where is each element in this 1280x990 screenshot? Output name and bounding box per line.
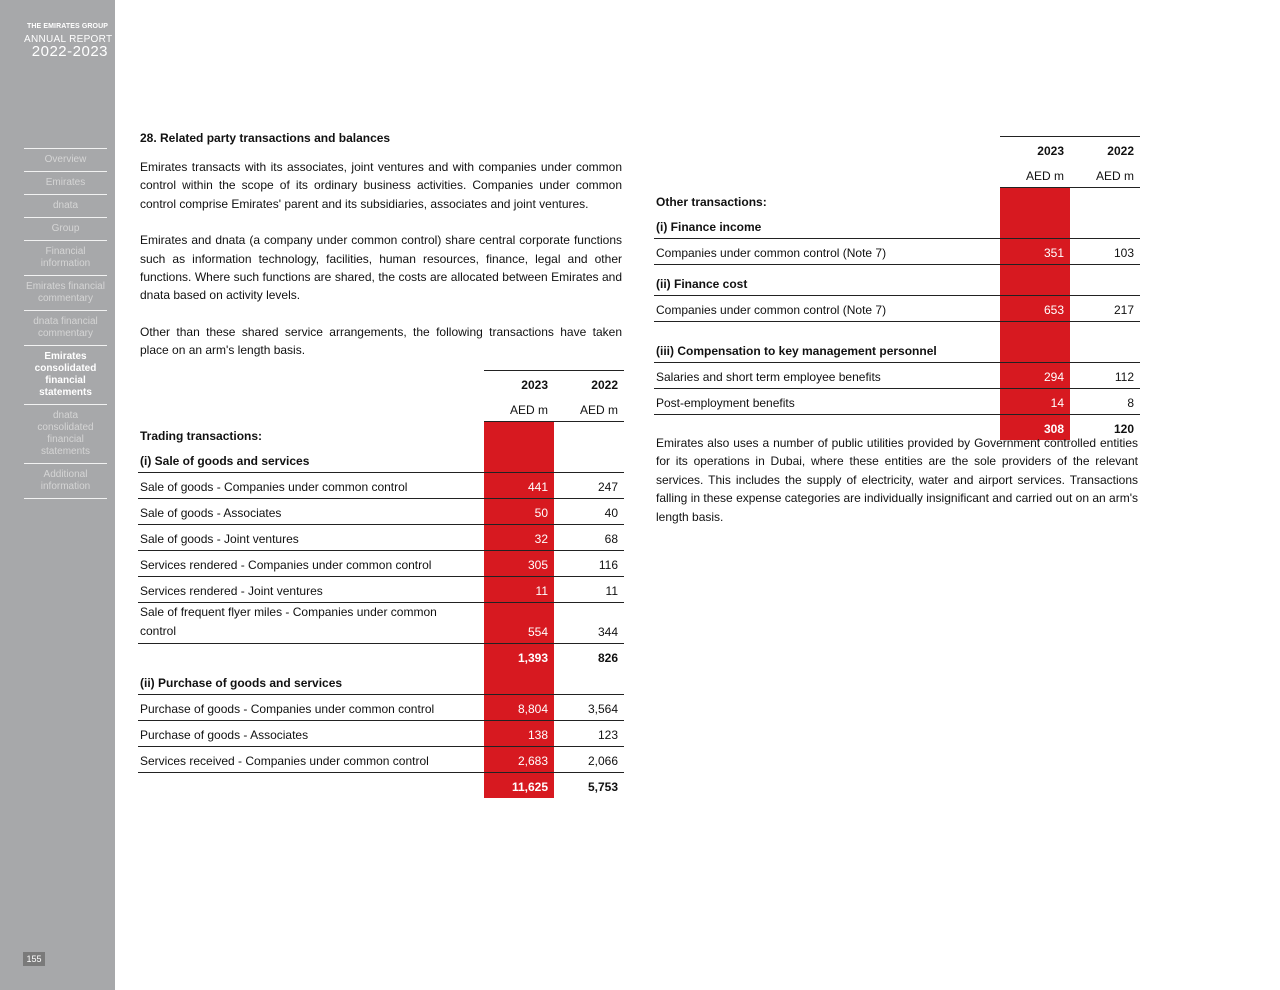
col-2023-unit: AED m: [484, 396, 554, 422]
paragraph-public-utilities: Emirates also uses a number of public utilities provided by Government controlled entities for its operations in Dubai, where these entities are the sole providers of the relevant services. This includes the supply of electricity, water and airport services. Transactions falling in these expense categories are individually insignificant and carried out on an arm's length basis.: [656, 436, 1138, 524]
table-header-unit: [138, 396, 624, 422]
nav-item-additional-information[interactable]: Additional information: [24, 464, 107, 499]
section-heading: 28. Related party transactions and balances: [140, 131, 391, 145]
col-2022-unit: AED m: [1070, 162, 1140, 188]
table-header-unit: [654, 162, 1140, 188]
section-row: (i) Finance income: [654, 213, 1140, 239]
trading-transactions-table: [138, 370, 624, 798]
group-name: THE EMIRATES GROUP: [26, 23, 108, 30]
nav-item-emirates-financial-commentary[interactable]: Emirates financial commentary: [24, 276, 107, 311]
table-row: Companies under common control (Note 7) 653 217: [654, 296, 1140, 322]
table-row: Sale of frequent flyer miles - Companies under common control 554 344: [138, 603, 624, 644]
total-row: 308 120: [654, 415, 1140, 441]
sidebar-nav: [24, 148, 107, 499]
nav-item-financial-information[interactable]: Financial information: [24, 241, 107, 276]
nav-item-group[interactable]: Group: [24, 218, 107, 241]
nav-item-emirates-consolidated-statements[interactable]: Emirates consolidated financial statements: [24, 346, 107, 405]
table-row: Services rendered - Companies under common control 305 116: [138, 551, 624, 577]
table-row: Sale of goods - Joint ventures 32 68: [138, 525, 624, 551]
nav-item-emirates[interactable]: Emirates: [24, 172, 107, 195]
col-2022-header: 2022: [1070, 137, 1140, 163]
left-column: [140, 130, 622, 378]
brand-block: [24, 23, 113, 60]
col-2023-unit: AED m: [1000, 162, 1070, 188]
table-row: Purchase of goods - Companies under common control 8,804 3,564: [138, 695, 624, 721]
table-row: Sale of goods - Associates 50 40: [138, 499, 624, 525]
table-row: Sale of goods - Companies under common control 441 247: [138, 473, 624, 499]
page-number: 155: [23, 952, 45, 966]
table-row: Purchase of goods - Associates 138 123: [138, 721, 624, 747]
other-transactions-table: [654, 136, 1140, 440]
section-row: (ii) Finance cost: [654, 265, 1140, 296]
total-row: 11,625 5,753: [138, 773, 624, 799]
table-header-year: [138, 371, 624, 397]
sidebar: [0, 0, 115, 990]
report-year: 2022-2023: [31, 43, 108, 60]
table-header-year: [654, 137, 1140, 163]
table-row: Services received - Companies under common control 2,683 2,066: [138, 747, 624, 773]
report-title: ANNUAL REPORT: [24, 34, 113, 45]
nav-item-dnata[interactable]: dnata: [24, 195, 107, 218]
section-row: (ii) Purchase of goods and services: [138, 669, 624, 695]
nav-item-dnata-financial-commentary[interactable]: dnata financial commentary: [24, 311, 107, 346]
table-row: Post-employment benefits 14 8: [654, 389, 1140, 415]
nav-item-overview[interactable]: Overview: [24, 149, 107, 172]
table-row: Services rendered - Joint ventures 11 11: [138, 577, 624, 603]
total-row: 1,393 826: [138, 644, 624, 670]
section-row: Trading transactions:: [138, 422, 624, 448]
col-2022-unit: AED m: [554, 396, 624, 422]
section-row: (i) Sale of goods and services: [138, 447, 624, 473]
table-row: Salaries and short term employee benefits 294 112: [654, 363, 1140, 389]
table-row: Companies under common control (Note 7) 351 103: [654, 239, 1140, 265]
section-row: (iii) Compensation to key management personnel: [654, 322, 1140, 363]
nav-item-dnata-consolidated-statements[interactable]: dnata consolidated financial statements: [24, 405, 107, 464]
col-2023-header: 2023: [484, 371, 554, 397]
paragraph-arms-length: Other than these shared service arrangements, the following transactions have taken place on an arm's length basis.: [140, 324, 622, 358]
col-2022-header: 2022: [554, 371, 624, 397]
paragraph-shared-functions: Emirates and dnata (a company under common control) share central corporate functions such as information technology, facilities, human resources, finance, legal and other functions. Where such functions are shared, the costs are allocated between Emirates and dnata based on activity levels.: [140, 233, 622, 303]
col-2023-header: 2023: [1000, 137, 1070, 163]
paragraph-intro: Emirates transacts with its associates, joint ventures and with companies under common control within the scope of its ordinary business activities. Companies under common control comprise Emirates' parent and its subsidiaries, associates and joint ventures.: [140, 160, 622, 211]
section-row: Other transactions:: [654, 188, 1140, 214]
